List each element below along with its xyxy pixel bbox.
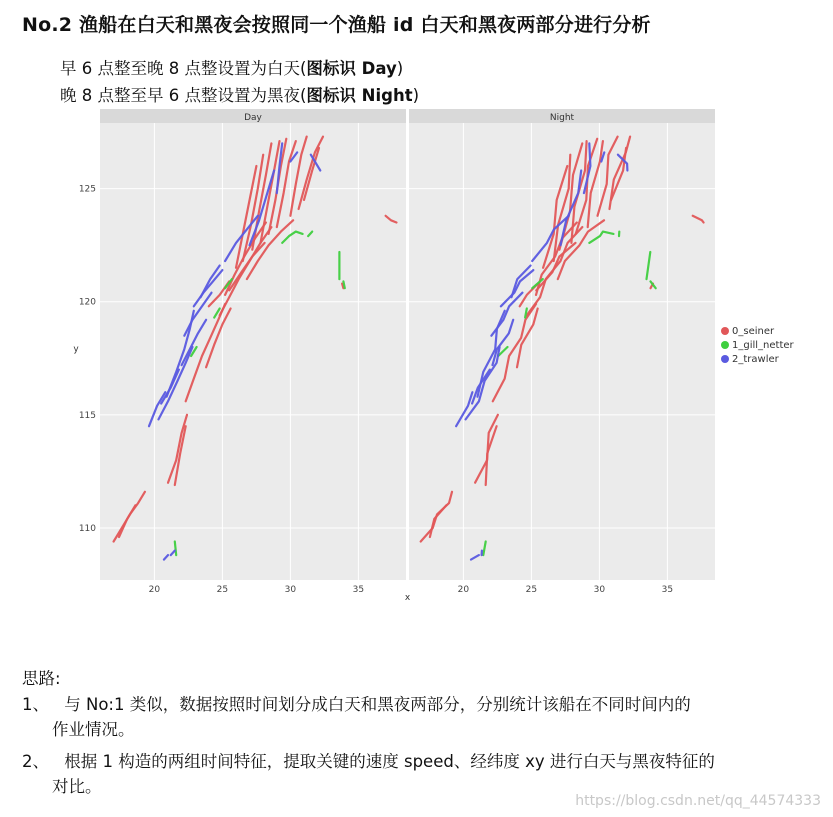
x-tick-label: 20: [457, 585, 470, 595]
plot-background: [409, 123, 715, 580]
legend-marker: [721, 327, 729, 335]
x-tick-label: 30: [284, 585, 297, 595]
day-definition-text: 早 6 点整至晚 8 点整设置为白天(: [60, 59, 307, 78]
night-definition-bold: 图标识 Night: [306, 86, 413, 105]
track-1_gill_netter: [343, 281, 344, 288]
facet-strip-label: Night: [549, 113, 575, 123]
thinking-item-2: [22, 749, 715, 799]
y-tick-label: 120: [78, 297, 96, 308]
x-tick-label: 25: [525, 585, 538, 595]
facet-panel-night: [409, 109, 715, 595]
x-axis-label: x: [404, 593, 411, 603]
plot-background: [100, 123, 406, 580]
day-definition-bold: 图标识 Day: [306, 59, 397, 78]
thinking-item-1-line1: 与 No:1 类似，数据按照时间划分成白天和黑夜两部分，分别统计该船在不同时间内的: [64, 695, 691, 714]
thinking-item-2-line2: 对比。: [52, 777, 102, 796]
x-tick-label: 25: [216, 585, 229, 595]
night-definition-text: 晚 8 点整至早 6 点整设置为黑夜(: [60, 86, 307, 105]
thinking-item-2-line1: 根据 1 构造的两组时间特征，提取关键的速度 speed、经纬度 xy 进行白天与黑夜特征的: [64, 752, 715, 771]
day-definition-suffix: ): [396, 59, 404, 78]
y-tick-label: 115: [78, 410, 96, 421]
facet-panel-day: [100, 109, 406, 595]
night-definition-line: [60, 82, 419, 106]
legend-label: 2_trawler: [732, 354, 779, 365]
track-1_gill_netter: [175, 542, 176, 556]
thinking-item-1-line2: 作业情况。: [52, 720, 135, 739]
thinking-section: [22, 666, 61, 691]
x-tick-label: 30: [593, 585, 606, 595]
y-tick-label: 110: [78, 523, 96, 534]
thinking-title: 思路:: [22, 669, 61, 688]
facet-strip-label: Day: [244, 113, 262, 123]
thinking-item-1: [22, 692, 691, 742]
legend-marker: [721, 341, 729, 349]
faceted-scatter-chart: [60, 105, 820, 605]
x-tick-label: 20: [148, 585, 161, 595]
legend: [721, 326, 795, 365]
legend-label: 1_gill_netter: [732, 340, 794, 351]
page-title: No.2 渔船在白天和黑夜会按照同一个渔船 id 白天和黑夜两部分进行分析: [22, 14, 651, 36]
x-tick-label: 35: [352, 585, 365, 595]
legend-label: 0_seiner: [732, 326, 775, 337]
x-tick-label: 35: [661, 585, 674, 595]
day-definition-line: [60, 55, 403, 79]
night-definition-suffix: ): [412, 86, 420, 105]
y-axis-label: y: [73, 344, 79, 355]
legend-marker: [721, 355, 729, 363]
watermark: https://blog.csdn.net/qq_44574333: [575, 793, 821, 809]
y-tick-label: 125: [78, 184, 96, 195]
thinking-item-1-number: 1、: [22, 695, 49, 714]
thinking-item-2-number: 2、: [22, 752, 49, 771]
